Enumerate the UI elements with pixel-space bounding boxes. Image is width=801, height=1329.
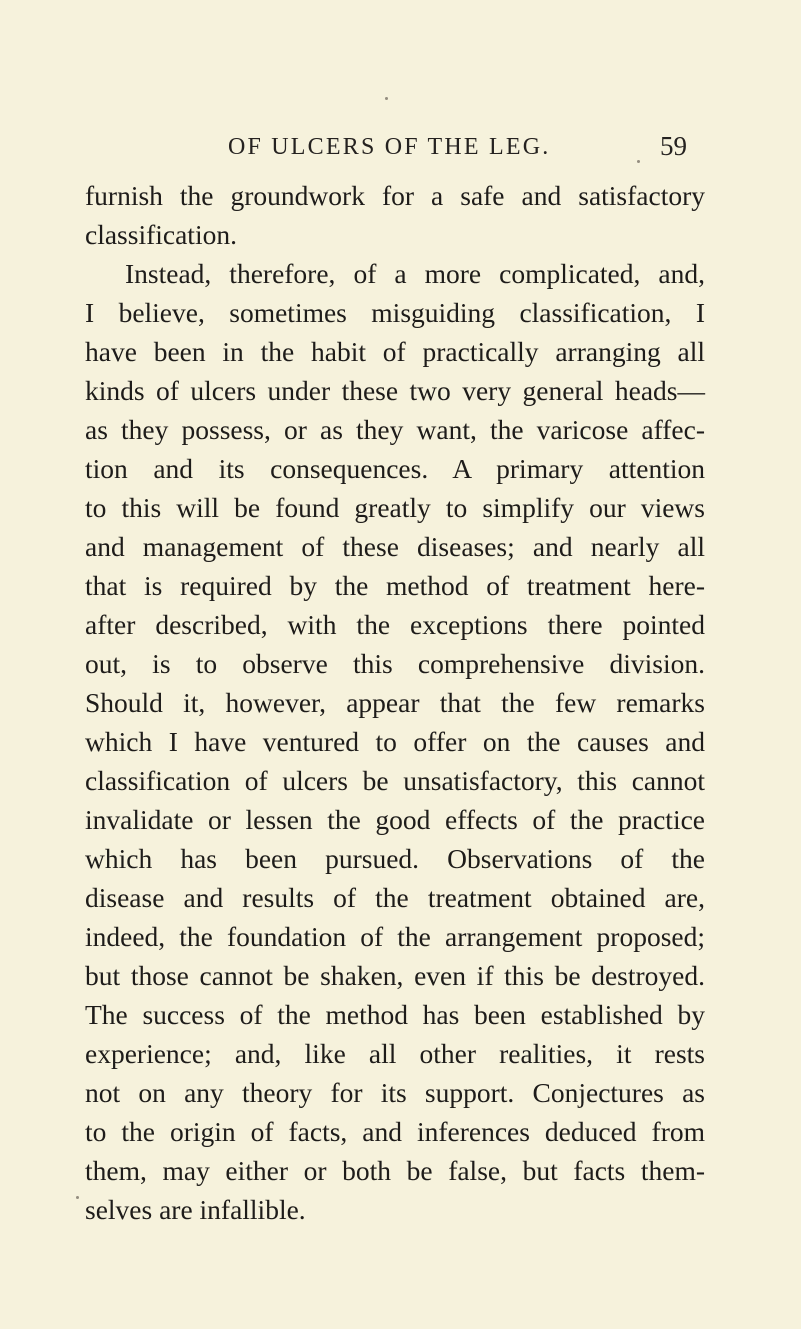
text-line: have been in the habit of practically arranging all [85,336,705,367]
text-line: classification. [85,219,237,250]
text-line: which has been pursued. Observations of the [85,843,705,874]
text-line: furnish the groundwork for a safe and satisfactory [85,180,705,211]
running-head: OF ULCERS OF THE LEG. [228,134,551,160]
text-line: Should it, however, appear that the few remarks [85,687,705,718]
text-line: and management of these diseases; and nearly all [85,531,705,562]
paper-speck [385,97,388,100]
text-line: which I have ventured to offer on the causes and [85,726,705,757]
text-line: indeed, the foundation of the arrangement proposed; [85,921,705,952]
page-number: 59 [660,131,687,161]
text-line: them, may either or both be false, but facts them- [85,1155,705,1186]
text-line: I believe, sometimes misguiding classification, I [85,297,705,328]
text-line: experience; and, like all other realities, it rests [85,1038,705,1069]
text-line: Instead, therefore, of a more complicated, and, [125,258,705,289]
text-line: after described, with the exceptions there pointed [85,609,705,640]
text-line: out, is to observe this comprehensive division. [85,648,705,679]
text-line: to this will be found greatly to simplify our views [85,492,705,523]
text-line: to the origin of facts, and inferences deduced from [85,1116,705,1147]
text-line: The success of the method has been established by [85,999,705,1030]
text-line: invalidate or lessen the good effects of the practice [85,804,705,835]
text-line: disease and results of the treatment obtained are, [85,882,705,913]
text-line: not on any theory for its support. Conjectures as [85,1077,705,1108]
text-line: as they possess, or as they want, the varicose affec- [85,414,705,445]
text-line: kinds of ulcers under these two very general heads— [85,375,705,406]
text-line: tion and its consequences. A primary attention [85,453,705,484]
text-line: classification of ulcers be unsatisfactory, this cannot [85,765,705,796]
text-line: but those cannot be shaken, even if this be destroyed. [85,960,705,991]
paper-speck [76,1196,79,1199]
text-line: that is required by the method of treatment here- [85,570,705,601]
text-line: selves are infallible. [85,1194,306,1225]
paper-speck [637,160,640,163]
